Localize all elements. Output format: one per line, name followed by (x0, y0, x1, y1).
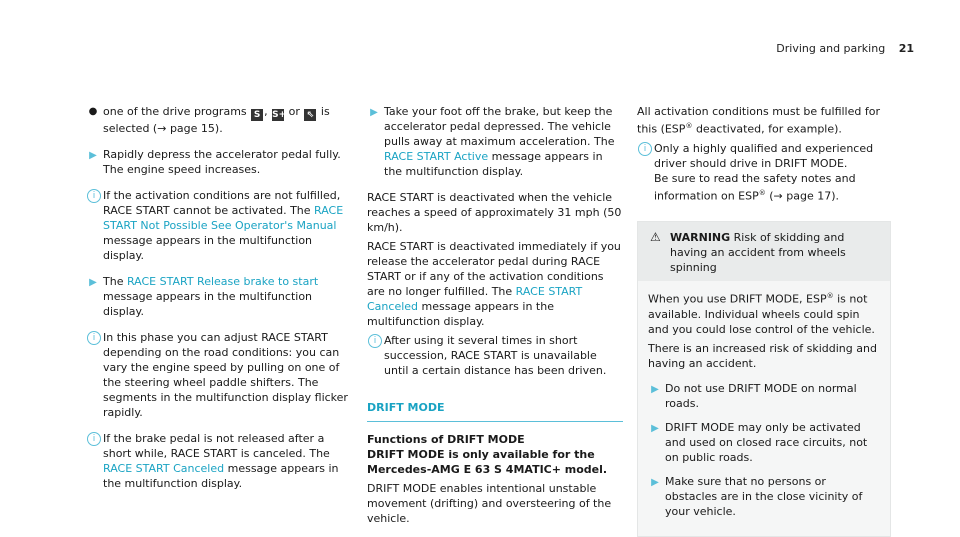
page-link[interactable]: (→ page 17). (769, 189, 840, 203)
column-3 (637, 104, 891, 537)
subheading: Functions of DRIFT MODE (367, 433, 525, 446)
info-note: i After using it several times in short succession, RACE START is unavailable until a certain distance has been driven. (367, 333, 623, 378)
info-icon: i (87, 432, 101, 446)
display-message: RACE START Release brake to start (126, 275, 319, 288)
list-item: ● one of the drive programs S , S+ or ⇖ is selected (→ page 15). (86, 104, 348, 136)
info-note: i If the brake pedal is not released after a short while, RACE START is canceled. The RACE START Canceled message appears in the multifunction display. (86, 431, 348, 491)
info-note: i In this phase you can adjust RACE START depending on the road conditions: you can vary the engine speed by pulling on one of the steering wheel paddle shifters. The segments in the multifunction display flicker rapidly. (86, 330, 348, 420)
paragraph: All activation conditions must be fulfilled for this (ESP® deactivated, for example). (637, 105, 880, 136)
page-number: 21 (898, 42, 914, 55)
warning-box (637, 221, 891, 537)
paragraph: RACE START is deactivated when the vehicle reaches a speed of approximately 31 mph (50 km/h). (367, 191, 622, 234)
info-icon: i (87, 331, 101, 345)
info-icon: i (368, 334, 382, 348)
warning-body (638, 281, 890, 519)
instruction-step: ▶ Take your foot off the brake, but keep the accelerator pedal depressed. The vehicle pulls away at maximum acceleration. The RACE START Active message appears in the multifunction display. (367, 104, 623, 179)
warning-label: WARNING (670, 231, 731, 245)
paragraph: RACE START is deactivated immediately if you release the accelerator pedal during RACE START or if any of the activation conditions are no longer fulfilled. The RACE START Canceled message appears in the multifunction display. (367, 240, 621, 328)
info-icon: i (87, 189, 101, 203)
section-name: Driving and parking (776, 42, 886, 55)
page-header (776, 42, 914, 55)
arrow-step-icon: ▶ (651, 422, 659, 434)
bullet-icon: ● (88, 106, 98, 117)
arrow-step-icon: ▶ (651, 476, 659, 488)
display-message: RACE START Not Possible See Operator's Manual (103, 204, 344, 232)
column-2 (367, 104, 623, 526)
info-icon: i (638, 142, 652, 156)
arrow-step-icon: ▶ (651, 383, 659, 395)
warning-title: Risk of skidding and having an accident from wheels spinning (670, 231, 846, 275)
availability-note: DRIFT MODE is only available for the Mercedes-AMG E 63 S 4MATIC+ model. (367, 448, 608, 476)
display-message: RACE START Canceled (103, 462, 225, 475)
drive-program-race-icon: ⇖ (304, 109, 316, 121)
instruction-step: ▶ Rapidly depress the accelerator pedal fully. The engine speed increases. (86, 147, 348, 177)
drive-program-s-icon: S (251, 109, 263, 121)
paragraph: There is an increased risk of skidding and having an accident. (648, 341, 877, 370)
column-1 (86, 104, 348, 502)
arrow-step-icon: ▶ (89, 150, 97, 161)
instruction-step: ▶ Do not use DRIFT MODE on normal roads. (648, 381, 880, 411)
warning-triangle-icon: ⚠ (650, 230, 661, 245)
warning-header (638, 222, 890, 281)
paragraph: When you use DRIFT MODE, ESP® is not available. Individual wheels could spin and you could lose control of the vehicle. (648, 292, 875, 336)
display-message: RACE START Active (384, 150, 489, 163)
section-title: DRIFT MODE (367, 400, 623, 422)
arrow-step-icon: ▶ (89, 277, 97, 288)
arrow-step-icon: ▶ (370, 107, 378, 118)
instruction-step: ▶ The RACE START Release brake to start message appears in the multifunction display. (86, 274, 348, 319)
drive-program-splus-icon: S+ (272, 110, 287, 120)
page-link[interactable]: page 15). (169, 122, 223, 135)
display-message: RACE START Canceled (367, 285, 583, 313)
paragraph: DRIFT MODE enables intentional unstable movement (drifting) and oversteering of the vehicle. (367, 482, 612, 525)
instruction-step: ▶ DRIFT MODE may only be activated and used on closed race circuits, not on public roads. (648, 420, 880, 465)
instruction-step: ▶ Make sure that no persons or obstacles are in the close vicinity of your vehicle. (648, 474, 880, 519)
info-note: i Only a highly qualified and experienced driver should drive in DRIFT MODE. Be sure to read the safety notes and information on ESP® (→ page 17). (637, 141, 891, 204)
info-note: i If the activation conditions are not fulfilled, RACE START cannot be activated. The RACE START Not Possible See Operator's Manual message appears in the multifunction display. (86, 188, 348, 263)
